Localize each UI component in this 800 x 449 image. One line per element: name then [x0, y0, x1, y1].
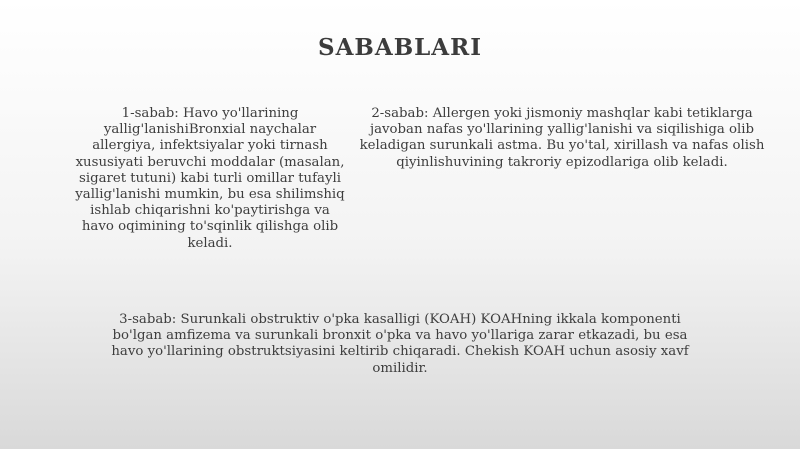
cause-1-text: 1-sabab: Havo yo'llarining yallig'lanishiBronxial naychalar allergiya, infektsiyalar yoki tirnash xususiyati beruvchi moddalar (masalan, sigaret tutuni) kabi turli omillar tufayli yallig'lanishi mumkin, bu esa shilimshiq ishlab chiqarishni ko'paytirishga va havo oqimining to'sqinlik qilishga olib keladi. [75, 106, 345, 251]
cause-3-text: 3-sabab: Surunkali obstruktiv o'pka kasalligi (KOAH) KOAHning ikkala komponenti bo'lgan amfizema va surunkali bronxit o'pka va havo yo'llariga zarar etkazadi, bu esa havo yo'llarining obstruktsiyasini keltirib chiqaradi. Chekish KOAH uchun asosiy xavf omilidir. [111, 312, 689, 376]
slide-title: SABABLARI [317, 34, 483, 61]
cause-2-text: 2-sabab: Allergen yoki jismoniy mashqlar kabi tetiklarga javoban nafas yo'llarining yallig'lanishi va siqilishiga olib keladigan surunkali astma. Bu yo'tal, xirillash va nafas olish qiyinlishuvining takroriy epizodlariga olib keladi. [359, 106, 765, 170]
